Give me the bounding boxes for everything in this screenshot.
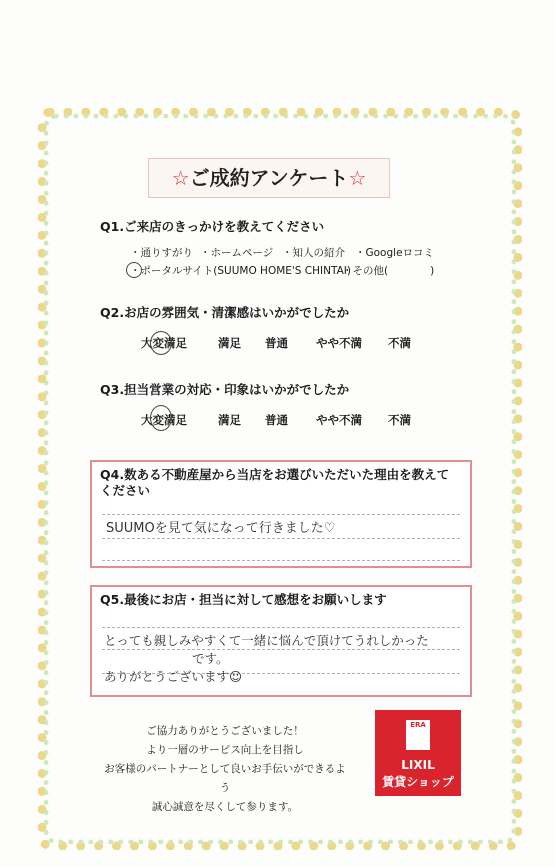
footer-line: お客様のパートナーとして良いお手伝いができるよう: [104, 763, 346, 794]
footer-line: ご協力ありがとうございました！: [146, 725, 304, 737]
q2-rating-dissatisfied[interactable]: 不満: [388, 336, 411, 350]
q2-rating-satisfied[interactable]: 満足: [218, 336, 241, 350]
lixil-logo: [375, 710, 461, 796]
q3-question: Q3.担当営業の対応・印象はいかがでしたか: [100, 382, 350, 397]
q2-selection-mark: [150, 331, 172, 355]
q5-answer-line1[interactable]: とっても親しみやすくて一緒に悩んで頂けてうれしかった: [104, 633, 429, 648]
q5-question: Q5.最後にお店・担当に対して感想をお願いします: [100, 592, 387, 607]
q1-option-walkby[interactable]: ・通りすがり: [130, 247, 193, 259]
survey-title-text: ご成約アンケート: [189, 166, 349, 190]
q3-rating-slightly-dissatisfied[interactable]: やや不満: [316, 413, 362, 427]
q1-option-portal[interactable]: ・ポータルサイト(SUUMO HOME'S CHINTAI): [130, 265, 351, 277]
q3-rating-satisfied[interactable]: 満足: [218, 413, 241, 427]
q1-option-homepage[interactable]: ・ホームページ: [200, 247, 274, 259]
q2-rating-slightly-dissatisfied[interactable]: やや不満: [316, 336, 362, 350]
answer-line: [102, 649, 460, 650]
star-icon-right: ☆: [348, 166, 367, 190]
q1-option-google[interactable]: ・Googleロコミ: [355, 247, 435, 259]
q2-rating-very-satisfied[interactable]: 大変満足: [141, 336, 187, 350]
q1-option-other[interactable]: ・その他( ): [342, 265, 435, 277]
q5-box: [90, 585, 472, 697]
era-emblem-icon: ERA: [406, 720, 430, 750]
q3-rating-very-satisfied[interactable]: 大変満足: [141, 413, 187, 427]
answer-line: [102, 514, 460, 515]
answer-line: [102, 560, 460, 561]
footer-line: より一層のサービス向上を目指し: [146, 744, 304, 756]
q5-answer-line2[interactable]: です。: [192, 651, 229, 666]
q2-question: Q2.お店の雰囲気・清潔感はいかがでしたか: [100, 305, 350, 320]
q1-selection-mark: [126, 262, 142, 278]
survey-title: [148, 158, 390, 198]
q1-question: Q1.ご来店のきっかけを教えてください: [100, 219, 325, 234]
star-icon-left: ☆: [171, 166, 190, 190]
q4-box: [90, 460, 472, 568]
q2-rating-normal[interactable]: 普通: [265, 336, 288, 350]
q5-answer-line3[interactable]: ありがとうございます☺: [104, 669, 243, 684]
logo-lixil: LIXIL: [401, 758, 435, 772]
q3-rating-normal[interactable]: 普通: [265, 413, 288, 427]
footer-line: 誠心誠意を尽くして参ります。: [151, 801, 299, 813]
answer-line: [102, 538, 460, 539]
q4-question: Q4.数ある不動産屋から当店をお選びいただいた理由を教えてください: [100, 467, 450, 498]
q3-selection-mark: [150, 405, 172, 431]
q4-answer[interactable]: SUUMOを見て気になって行きました♡: [106, 521, 336, 536]
q1-option-referral[interactable]: ・知人の紹介: [282, 247, 345, 259]
logo-shop: 賃貸ショップ: [382, 775, 454, 789]
thank-you-message: [100, 722, 350, 817]
q3-rating-dissatisfied[interactable]: 不満: [388, 413, 411, 427]
answer-line: [102, 627, 460, 628]
